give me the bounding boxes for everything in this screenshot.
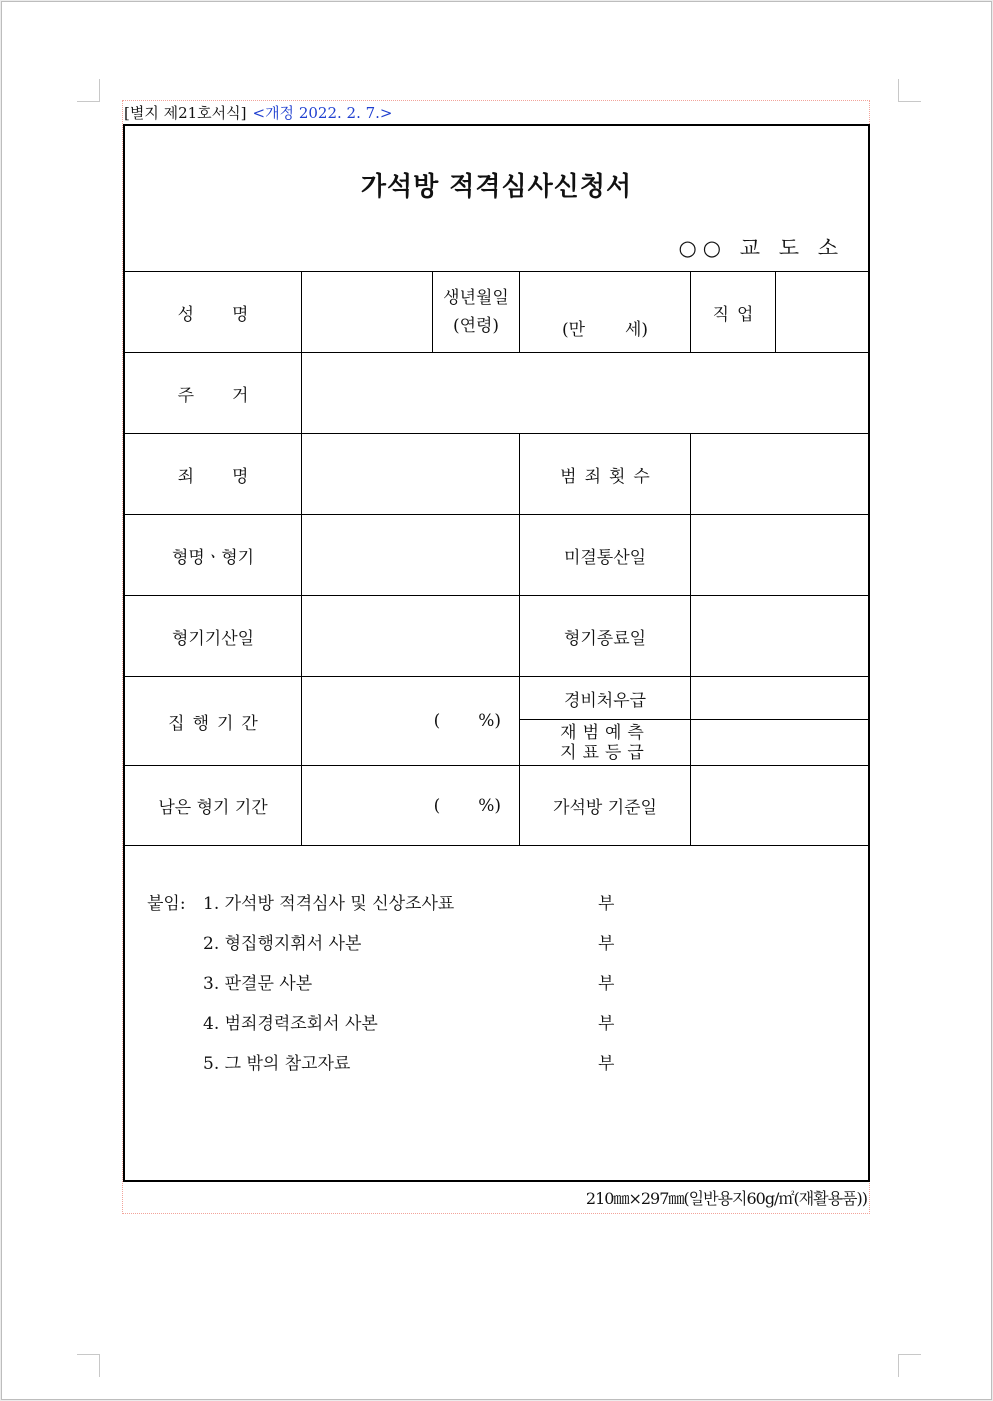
unconvicted-days-label: 미결통산일 [563, 547, 647, 568]
crop-mark [77, 79, 100, 102]
sentence-end-label: 형기종료일 [563, 628, 647, 649]
recidivism-grade-field[interactable] [691, 720, 870, 765]
row-divider [125, 845, 870, 846]
execution-period-field[interactable] [302, 677, 519, 765]
exec-pct-open: ( [433, 711, 441, 731]
name-label: 성명 [177, 304, 287, 325]
name-field[interactable] [302, 272, 432, 352]
remaining-period-label: 남은 형기 기간 [158, 798, 268, 818]
age-close: 세) [625, 320, 649, 340]
recidivism-line-1: 재범예측 [560, 722, 650, 743]
parole-base-date-label: 가석방 기준일 [553, 798, 657, 818]
attachment-count: 부 [598, 894, 615, 914]
occupation-label: 직업 [712, 304, 762, 325]
recidivism-grade-label [520, 720, 690, 765]
crime-field[interactable] [302, 434, 519, 514]
birth-date-field[interactable] [520, 272, 690, 352]
crop-mark [898, 1354, 921, 1377]
attachment-item: 3. 판결문 사본 [203, 974, 313, 994]
occupation-field[interactable] [776, 272, 870, 352]
attachment-count: 부 [598, 974, 615, 994]
attachment-item: 5. 그 밖의 참고자료 [203, 1054, 351, 1074]
sentence-end-field[interactable] [691, 596, 870, 676]
form-header [124, 102, 393, 123]
offense-count-label: 범죄횟수 [560, 466, 658, 487]
execution-period-label: 집행기간 [168, 713, 266, 734]
offense-count-field[interactable] [691, 434, 870, 514]
crime-label: 죄명 [177, 466, 287, 487]
attachment-item: 2. 형집행지휘서 사본 [203, 934, 362, 954]
sentence-label: 형명ㆍ형기 [171, 547, 255, 568]
issuing-prison: ○○ 교 도 소 [678, 236, 844, 260]
age-open: (만 [561, 320, 585, 340]
sentence-start-label: 형기기산일 [171, 628, 255, 649]
crop-mark [898, 79, 921, 102]
classification-grade-label: 경비처우급 [563, 690, 647, 711]
attachment-count: 부 [598, 1054, 615, 1074]
classification-grade-field[interactable] [691, 677, 870, 719]
exec-pct-close: %) [478, 711, 501, 731]
birth-date-text: 생년월일 [443, 288, 509, 308]
unconvicted-days-field[interactable] [691, 515, 870, 595]
residence-label: 주거 [177, 385, 287, 406]
attachments-label: 붙임: [147, 894, 186, 914]
age-text: (연령) [452, 316, 500, 336]
sentence-field[interactable] [302, 515, 519, 595]
remaining-period-field[interactable] [302, 766, 519, 845]
remain-pct-close: %) [478, 795, 501, 816]
form-title: 가석방 적격심사신청서 [360, 172, 633, 202]
recidivism-line-2: 지표등급 [560, 742, 650, 763]
application-form [123, 124, 870, 1182]
attachment-item: 4. 범죄경력조회서 사본 [203, 1014, 378, 1034]
attachment-item: 1. 가석방 적격심사 및 신상조사표 [203, 894, 455, 914]
attachment-count: 부 [598, 1014, 615, 1034]
remain-pct-open: ( [433, 795, 441, 816]
parole-base-date-field[interactable] [691, 766, 870, 845]
birth-date-label [433, 272, 519, 352]
revision-note: <개정 2022. 2. 7.> [252, 104, 393, 122]
form-number: [별지 제21호서식] [124, 104, 247, 122]
residence-field[interactable] [302, 353, 870, 433]
attachment-count: 부 [598, 934, 615, 954]
sentence-start-field[interactable] [302, 596, 519, 676]
paper-spec-footer: 210㎜×297㎜(일반용지60g/㎡(재활용품)) [585, 1189, 867, 1208]
crop-mark [77, 1354, 100, 1377]
